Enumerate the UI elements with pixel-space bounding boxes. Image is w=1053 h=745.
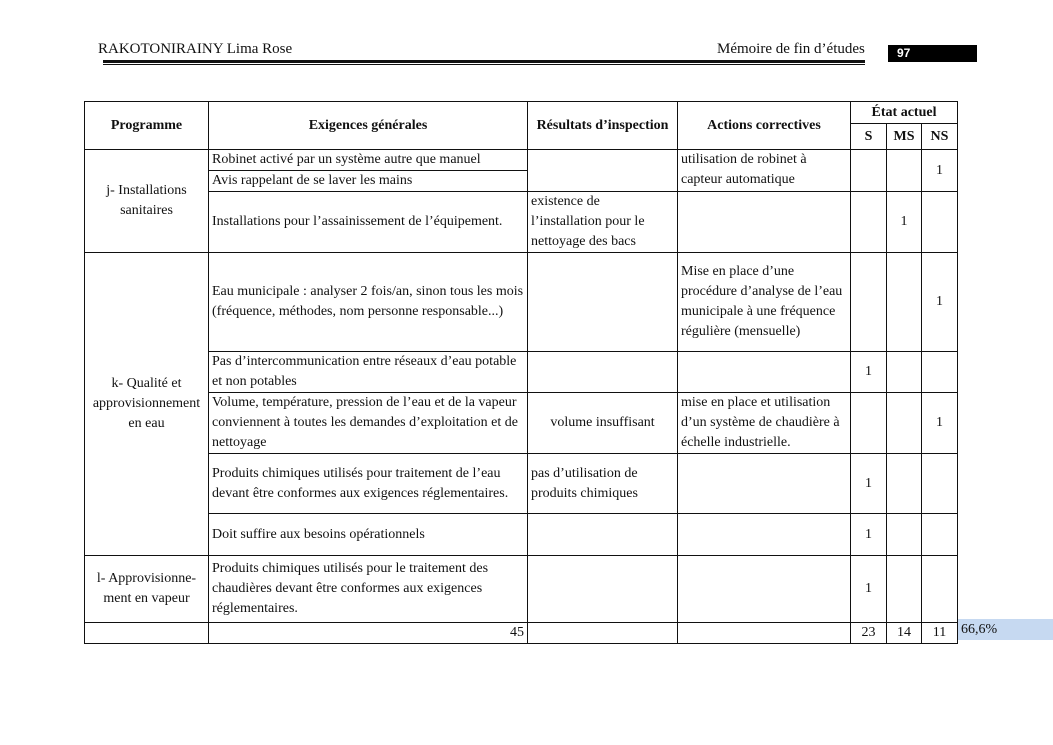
resultat-cell [528, 514, 678, 556]
ms-cell [887, 352, 922, 393]
s-cell [851, 253, 887, 352]
header-rule-thick [103, 60, 865, 63]
action-cell [678, 514, 851, 556]
action-cell [678, 454, 851, 514]
ns-cell: 1 [922, 150, 958, 192]
exigence-cell: Volume, température, pression de l’eau et de la vapeur conviennent à toutes les demandes d’exploitation et de nettoyage [209, 393, 528, 454]
s-cell: 1 [851, 514, 887, 556]
page-number-badge: 97 [888, 45, 977, 62]
inspection-table [84, 101, 958, 644]
ms-cell [887, 556, 922, 623]
action-cell [678, 352, 851, 393]
ns-cell [922, 454, 958, 514]
resultat-cell [528, 150, 678, 192]
s-cell [851, 192, 887, 253]
table-row [85, 192, 958, 253]
ns-cell: 1 [922, 393, 958, 454]
s-cell: 1 [851, 556, 887, 623]
action-cell: mise en place et utilisation d’un système de chaudière à échelle industrielle. [678, 393, 851, 454]
resultat-cell [528, 556, 678, 623]
col-header-resultats: Résultats d’inspection [528, 102, 678, 150]
exigence-cell: Eau municipale : analyser 2 fois/an, sinon tous les mois (fréquence, méthodes, nom personne responsable...) [209, 253, 528, 352]
table-header-row [85, 102, 958, 124]
action-cell [678, 192, 851, 253]
exigence-cell: Installations pour l’assainissement de l’équipement. [209, 192, 528, 253]
table-row [85, 514, 958, 556]
totals-count: 45 [209, 623, 528, 644]
ms-cell [887, 454, 922, 514]
totals-action-cell [678, 623, 851, 644]
exigence-cell: Produits chimiques utilisés pour traitement de l’eau devant être conformes aux exigences réglementaires. [209, 454, 528, 514]
action-cell: utilisation de robinet à capteur automatique [678, 150, 851, 192]
exigence-cell: Produits chimiques utilisés pour le traitement des chaudières devant être conformes aux exigences réglementaires. [209, 556, 528, 623]
resultat-cell: pas d’utilisation de produits chimiques [528, 454, 678, 514]
totals-row [85, 623, 958, 644]
programme-cell-j: j- Installations sanitaires [85, 150, 209, 253]
resultat-cell: volume insuffisant [528, 393, 678, 454]
action-cell [678, 556, 851, 623]
table-row [85, 253, 958, 352]
totals-label-cell [85, 623, 209, 644]
col-header-s: S [851, 124, 887, 150]
table-row [85, 556, 958, 623]
exigence-cell: Robinet activé par un système autre que manuel [209, 150, 528, 171]
table-row [85, 352, 958, 393]
s-cell: 1 [851, 454, 887, 514]
table-row [85, 393, 958, 454]
exigence-cell: Pas d’intercommunication entre réseaux d’eau potable et non potables [209, 352, 528, 393]
ms-cell [887, 253, 922, 352]
ms-cell: 1 [887, 192, 922, 253]
table-row [85, 150, 958, 171]
s-cell [851, 150, 887, 192]
header-document-title: Mémoire de fin d’études [717, 41, 865, 57]
s-cell [851, 393, 887, 454]
totals-s: 23 [851, 623, 887, 644]
header-author: RAKOTONIRAINY Lima Rose [98, 41, 293, 57]
resultat-cell [528, 253, 678, 352]
s-cell: 1 [851, 352, 887, 393]
col-header-ns: NS [922, 124, 958, 150]
ns-cell [922, 192, 958, 253]
exigence-cell: Doit suffire aux besoins opérationnels [209, 514, 528, 556]
col-header-exigences: Exigences générales [209, 102, 528, 150]
programme-cell-k: k- Qualité et approvisionnement en eau [85, 253, 209, 556]
table-row [85, 454, 958, 514]
exigence-cell: Avis rappelant de se laver les mains [209, 171, 528, 192]
programme-cell-l: l- Approvisionne-ment en vapeur [85, 556, 209, 623]
ms-cell [887, 150, 922, 192]
totals-ns: 11 [922, 623, 958, 644]
header-rule-thin [103, 64, 865, 65]
resultat-cell [528, 352, 678, 393]
ms-cell [887, 514, 922, 556]
ns-cell [922, 556, 958, 623]
totals-resultat-cell [528, 623, 678, 644]
totals-ms: 14 [887, 623, 922, 644]
col-header-ms: MS [887, 124, 922, 150]
totals-percentage: 66,6% [958, 619, 1053, 640]
ns-cell: 1 [922, 253, 958, 352]
col-header-programme: Programme [85, 102, 209, 150]
ns-cell [922, 514, 958, 556]
action-cell: Mise en place d’une procédure d’analyse de l’eau municipale à une fréquence régulière (mensuelle) [678, 253, 851, 352]
ns-cell [922, 352, 958, 393]
ms-cell [887, 393, 922, 454]
resultat-cell: existence de l’installation pour le nettoyage des bacs [528, 192, 678, 253]
col-header-etat: État actuel [851, 102, 958, 124]
col-header-actions: Actions correctives [678, 102, 851, 150]
